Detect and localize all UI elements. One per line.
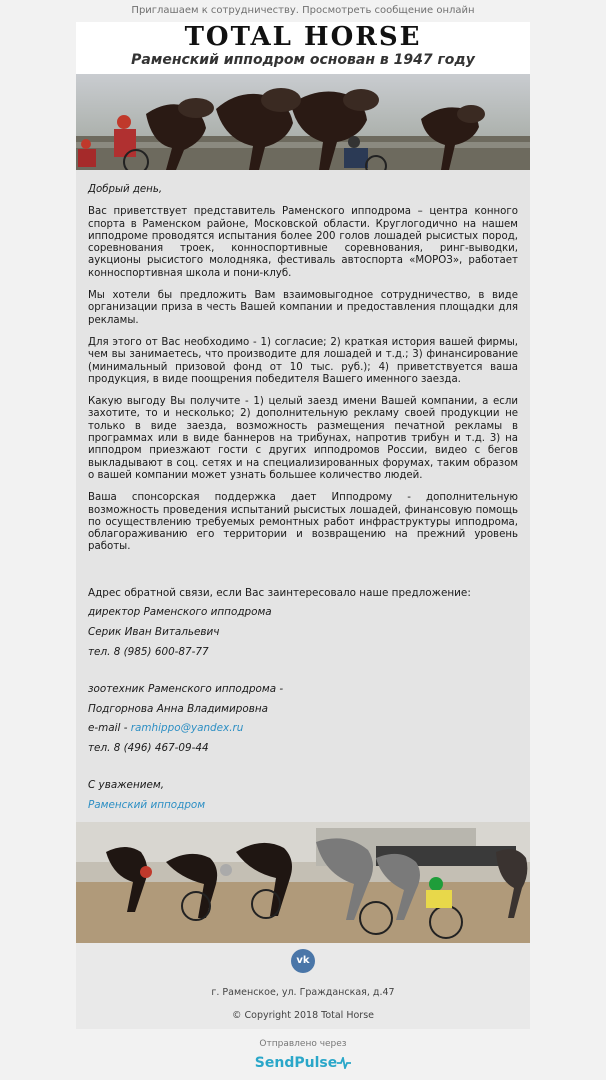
- sendpulse-logo[interactable]: [0, 1055, 606, 1071]
- footer-copyright: © Copyright 2018 Total Horse: [231, 1009, 375, 1021]
- paragraph-requirements: Для этого от Вас необходимо - 1) согласие; 2) краткая история вашей фирмы, чем вы занимаетесь, что производите для лошадей и т.д.; 3) финансирование (минимальный призовой фонд от 10 тыс. руб.); 4) приветствуется ваша продукция, в виде поощрения победителя Вашего именного заезда.: [88, 336, 518, 385]
- racing-photo-bottom: [76, 822, 530, 943]
- contact-intro: Адрес обратной связи, если Вас заинтересовало наше предложение:: [88, 586, 471, 599]
- paragraph-intro: Вас приветствует представитель Раменского ипподрома – центра конного спорта в Раменском районе, Московской области. Круглогодично на нашем ипподроме проводятся испытания более 200 голов лошадей рысистых пород, соревнования троек, конноспортивные соревнования, ринг-выводки, аукционы рысистого молодняка, фестиваль автоспорта «МОРОЗ», работает конноспортивная школа и пони-клуб.: [88, 206, 518, 279]
- signature-link[interactable]: Раменский ипподром: [88, 799, 206, 812]
- regards: С уважением,: [88, 779, 165, 792]
- email-container: [76, 22, 530, 1029]
- greeting: Добрый день,: [88, 184, 163, 195]
- zootechnician-phone: тел. 8 (496) 467-09-44: [88, 741, 209, 754]
- racing-photo-top: [76, 74, 530, 170]
- paragraph-offer: Мы хотели бы предложить Вам взаимовыгодное сотрудничество, в виде организации приза в честь Вашей компании и предоставления площадки для рекламы.: [88, 290, 518, 326]
- sent-via-label: Отправлено через: [259, 1038, 347, 1049]
- email-link[interactable]: ramhippo@yandex.ru: [130, 722, 244, 735]
- spacer: [88, 564, 518, 584]
- email-body: [76, 170, 530, 822]
- email-label: e-mail -: [88, 722, 128, 735]
- zootechnician-name: Подгорнова Анна Владимировна: [88, 702, 268, 715]
- email-footer: [76, 943, 530, 1029]
- header-subtitle: Раменский ипподром основан в 1947 году: [131, 52, 475, 68]
- footer-address: г. Раменское, ул. Гражданская, д.47: [211, 986, 395, 998]
- brand-logo: TOTAL HORSE: [184, 22, 422, 52]
- director-name: Серик Иван Витальевич: [88, 625, 220, 638]
- pulse-icon: [337, 1057, 351, 1069]
- sendpulse-wordmark: SendPulse: [254, 1054, 338, 1071]
- preheader-link[interactable]: Приглашаем к сотрудничеству. Просмотреть сообщение онлайн: [131, 5, 475, 16]
- spacer: [88, 662, 518, 680]
- vk-social-icon[interactable]: vk: [291, 949, 315, 973]
- director-title: директор Раменского ипподрома: [88, 606, 272, 619]
- email-line: [88, 719, 518, 739]
- zootechnician-title: зоотехник Раменского ипподрома -: [88, 683, 284, 696]
- paragraph-benefits: Какую выгоду Вы получите - 1) целый заезд имени Вашей компании, а если захотите, то и несколько; 2) дополнительную рекламу своей продукции не только в виде заезда, возможность размещения печатной рекламы в программах или в виде баннеров на трибунах, напротив трибун и т.д. 3) на ипподром приезжают гости с других ипподромов России, видео с бегов выкладывают в соц. сетях и на специализированных форумах, таким образом о вашей компании может узнать большее количество людей.: [88, 396, 518, 481]
- spacer: [88, 758, 518, 776]
- paragraph-support: Ваша спонсорская поддержка дает Ипподрому - дополнительную возможность проведения испытаний рысистых лошадей, финансовую помощь по осуществлению требуемых ремонтных работ инфраструктуры ипподрома, облагораживанию его территории и возвращению на прежний уровень работы.: [88, 492, 518, 553]
- email-header: [76, 22, 530, 74]
- director-phone: тел. 8 (985) 600-87-77: [88, 645, 209, 658]
